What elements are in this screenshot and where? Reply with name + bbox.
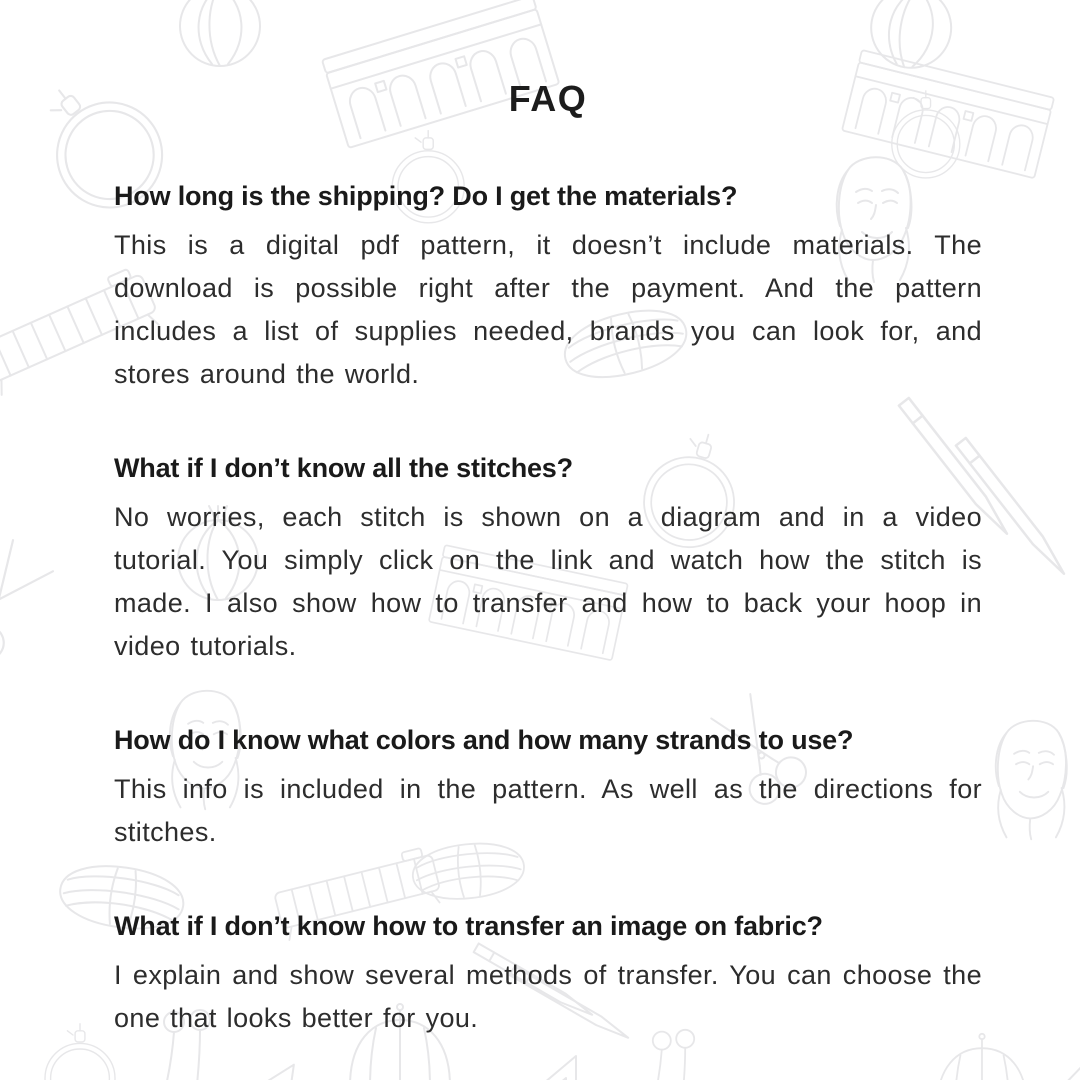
triangle-ruler-doodle <box>474 1056 576 1080</box>
faq-item-colors-strands <box>114 722 982 854</box>
faq-question: How do I know what colors and how many strands to use? <box>114 725 854 755</box>
faq-answer: This info is included in the pattern. As well as the directions for stitches. <box>114 774 982 847</box>
page-title: FAQ <box>508 78 588 119</box>
faq-item-shipping <box>114 178 982 396</box>
faq-question: What if I don’t know all the stitches? <box>114 453 573 483</box>
faq-item-stitches <box>114 450 982 668</box>
faq-answer: This is a digital pdf pattern, it doesn’t include materials. The download is possible right after the payment. And the pattern includes a list of supplies needed, brands you can look for, and stores around the world. <box>114 230 982 389</box>
faq-question: How long is the shipping? Do I get the materials? <box>114 181 738 211</box>
faq-item-transfer <box>114 908 982 1040</box>
faq-question: What if I don’t know how to transfer an image on fabric? <box>114 911 823 941</box>
faq-answer: I explain and show several methods of transfer. You can choose the one that looks better for you. <box>114 960 982 1033</box>
faq-answer: No worries, each stitch is shown on a diagram and in a video tutorial. You simply click on the link and watch how the stitch is made. I also show how to transfer and how to back your hoop in video tutorials. <box>114 502 982 661</box>
dome-doodle <box>932 1034 1033 1080</box>
triangle-ruler-doodle <box>1007 1039 1080 1080</box>
